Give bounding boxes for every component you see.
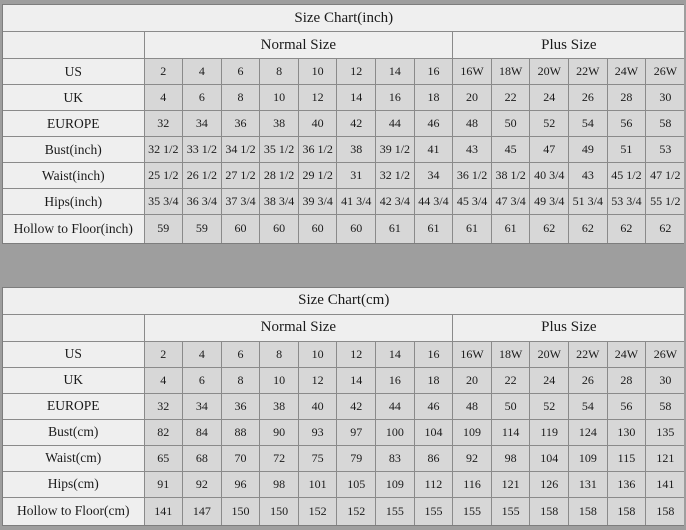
cell-value: 39 3/4 xyxy=(298,189,337,215)
cell-value: 41 xyxy=(414,137,453,163)
table-row xyxy=(3,163,684,189)
cell-value: 61 xyxy=(414,215,453,243)
cell-value: 136 xyxy=(607,471,646,497)
cell-value: 2 xyxy=(144,59,183,85)
cell-value: 40 xyxy=(298,393,337,419)
cell-value: 60 xyxy=(221,215,260,243)
cell-value: 97 xyxy=(337,419,376,445)
cell-value: 65 xyxy=(144,445,183,471)
group-header-blank xyxy=(3,314,144,341)
group-header: Plus Size xyxy=(453,314,685,341)
cell-value: 59 xyxy=(183,215,222,243)
cell-value: 38 3/4 xyxy=(260,189,299,215)
cell-value: 82 xyxy=(144,419,183,445)
cell-value: 61 xyxy=(376,215,415,243)
cell-value: 10 xyxy=(298,341,337,367)
cell-value: 109 xyxy=(376,471,415,497)
cell-value: 25 1/2 xyxy=(144,163,183,189)
cell-value: 45 3/4 xyxy=(453,189,492,215)
cell-value: 30 xyxy=(646,85,685,111)
cell-value: 26 1/2 xyxy=(183,163,222,189)
row-label: Waist(cm) xyxy=(3,445,144,471)
cell-value: 114 xyxy=(491,419,530,445)
cell-value: 62 xyxy=(646,215,685,243)
cell-value: 152 xyxy=(337,497,376,525)
cell-value: 12 xyxy=(337,341,376,367)
cell-value: 10 xyxy=(298,59,337,85)
cell-value: 4 xyxy=(183,341,222,367)
cell-value: 44 3/4 xyxy=(414,189,453,215)
cell-value: 109 xyxy=(569,445,608,471)
cell-value: 24 xyxy=(530,85,569,111)
cell-value: 10 xyxy=(260,85,299,111)
chart-title: Size Chart(inch) xyxy=(3,5,684,32)
cell-value: 91 xyxy=(144,471,183,497)
cell-value: 34 xyxy=(414,163,453,189)
cell-value: 28 xyxy=(607,367,646,393)
cell-value: 6 xyxy=(221,59,260,85)
cell-value: 158 xyxy=(646,497,685,525)
cell-value: 150 xyxy=(221,497,260,525)
cell-value: 79 xyxy=(337,445,376,471)
cell-value: 56 xyxy=(607,111,646,137)
cell-value: 88 xyxy=(221,419,260,445)
cell-value: 51 3/4 xyxy=(569,189,608,215)
cell-value: 8 xyxy=(221,367,260,393)
cell-value: 31 xyxy=(337,163,376,189)
cell-value: 36 1/2 xyxy=(453,163,492,189)
cell-value: 38 1/2 xyxy=(491,163,530,189)
table-row xyxy=(3,59,684,85)
cell-value: 24 xyxy=(530,367,569,393)
cell-value: 43 xyxy=(569,163,608,189)
cell-value: 147 xyxy=(183,497,222,525)
cell-value: 26 xyxy=(569,367,608,393)
cell-value: 83 xyxy=(376,445,415,471)
table-row xyxy=(3,393,684,419)
size-chart-inch-block xyxy=(2,4,684,244)
cell-value: 90 xyxy=(260,419,299,445)
cell-value: 93 xyxy=(298,419,337,445)
cell-value: 27 1/2 xyxy=(221,163,260,189)
cell-value: 44 xyxy=(376,111,415,137)
cell-value: 51 xyxy=(607,137,646,163)
cell-value: 26 xyxy=(569,85,608,111)
cell-value: 45 xyxy=(491,137,530,163)
cell-value: 47 3/4 xyxy=(491,189,530,215)
chart-title-row xyxy=(3,288,684,315)
cell-value: 18 xyxy=(414,85,453,111)
row-label: Bust(inch) xyxy=(3,137,144,163)
cell-value: 121 xyxy=(646,445,685,471)
cell-value: 32 1/2 xyxy=(376,163,415,189)
cell-value: 41 3/4 xyxy=(337,189,376,215)
cell-value: 68 xyxy=(183,445,222,471)
cell-value: 43 xyxy=(453,137,492,163)
cell-value: 75 xyxy=(298,445,337,471)
cell-value: 40 3/4 xyxy=(530,163,569,189)
cell-value: 101 xyxy=(298,471,337,497)
cell-value: 47 1/2 xyxy=(646,163,685,189)
cell-value: 32 xyxy=(144,111,183,137)
cell-value: 22W xyxy=(569,59,608,85)
row-label: UK xyxy=(3,85,144,111)
cell-value: 34 xyxy=(183,393,222,419)
cell-value: 14 xyxy=(337,367,376,393)
cell-value: 72 xyxy=(260,445,299,471)
row-label: Hips(cm) xyxy=(3,471,144,497)
group-header: Normal Size xyxy=(144,32,453,59)
table-row xyxy=(3,367,684,393)
cell-value: 92 xyxy=(183,471,222,497)
cell-value: 35 1/2 xyxy=(260,137,299,163)
cell-value: 35 3/4 xyxy=(144,189,183,215)
table-row xyxy=(3,471,684,497)
cell-value: 60 xyxy=(337,215,376,243)
row-label: EUROPE xyxy=(3,111,144,137)
cell-value: 61 xyxy=(453,215,492,243)
row-label: US xyxy=(3,341,144,367)
cell-value: 16 xyxy=(376,85,415,111)
cell-value: 152 xyxy=(298,497,337,525)
cell-value: 34 1/2 xyxy=(221,137,260,163)
cell-value: 141 xyxy=(646,471,685,497)
cell-value: 155 xyxy=(376,497,415,525)
cell-value: 104 xyxy=(530,445,569,471)
cell-value: 49 3/4 xyxy=(530,189,569,215)
cell-value: 20 xyxy=(453,367,492,393)
row-label: EUROPE xyxy=(3,393,144,419)
cell-value: 60 xyxy=(298,215,337,243)
cell-value: 40 xyxy=(298,111,337,137)
cell-value: 22W xyxy=(569,341,608,367)
size-chart-inch-table xyxy=(3,5,684,243)
cell-value: 52 xyxy=(530,111,569,137)
cell-value: 6 xyxy=(183,367,222,393)
cell-value: 37 3/4 xyxy=(221,189,260,215)
cell-value: 22 xyxy=(491,367,530,393)
row-label: Hollow to Floor(cm) xyxy=(3,497,144,525)
cell-value: 18W xyxy=(491,59,530,85)
cell-value: 61 xyxy=(491,215,530,243)
cell-value: 8 xyxy=(260,341,299,367)
table-row xyxy=(3,189,684,215)
cell-value: 155 xyxy=(414,497,453,525)
cell-value: 36 xyxy=(221,393,260,419)
cell-value: 30 xyxy=(646,367,685,393)
cell-value: 96 xyxy=(221,471,260,497)
cell-value: 32 xyxy=(144,393,183,419)
cell-value: 126 xyxy=(530,471,569,497)
table-row xyxy=(3,137,684,163)
cell-value: 150 xyxy=(260,497,299,525)
cell-value: 22 xyxy=(491,85,530,111)
cell-value: 158 xyxy=(530,497,569,525)
cell-value: 50 xyxy=(491,393,530,419)
cell-value: 6 xyxy=(221,341,260,367)
cell-value: 16W xyxy=(453,341,492,367)
cell-value: 54 xyxy=(569,111,608,137)
cell-value: 135 xyxy=(646,419,685,445)
row-label: UK xyxy=(3,367,144,393)
table-row xyxy=(3,85,684,111)
row-label: Waist(inch) xyxy=(3,163,144,189)
cell-value: 141 xyxy=(144,497,183,525)
cell-value: 18 xyxy=(414,367,453,393)
cell-value: 20 xyxy=(453,85,492,111)
cell-value: 6 xyxy=(183,85,222,111)
cell-value: 48 xyxy=(453,111,492,137)
cell-value: 59 xyxy=(144,215,183,243)
cell-value: 29 1/2 xyxy=(298,163,337,189)
cell-value: 24W xyxy=(607,59,646,85)
cell-value: 2 xyxy=(144,341,183,367)
cell-value: 33 1/2 xyxy=(183,137,222,163)
cell-value: 18W xyxy=(491,341,530,367)
table-row xyxy=(3,445,684,471)
cell-value: 26W xyxy=(646,341,685,367)
size-chart-cm-table xyxy=(3,288,684,526)
cell-value: 52 xyxy=(530,393,569,419)
cell-value: 115 xyxy=(607,445,646,471)
cell-value: 28 xyxy=(607,85,646,111)
cell-value: 116 xyxy=(453,471,492,497)
cell-value: 46 xyxy=(414,111,453,137)
table-row xyxy=(3,497,684,525)
cell-value: 45 1/2 xyxy=(607,163,646,189)
cell-value: 44 xyxy=(376,393,415,419)
cell-value: 49 xyxy=(569,137,608,163)
size-chart-cm-block xyxy=(2,287,684,527)
cell-value: 38 xyxy=(337,137,376,163)
cell-value: 42 3/4 xyxy=(376,189,415,215)
chart-group-row xyxy=(3,32,684,59)
cell-value: 70 xyxy=(221,445,260,471)
cell-value: 50 xyxy=(491,111,530,137)
group-header-blank xyxy=(3,32,144,59)
cell-value: 38 xyxy=(260,111,299,137)
row-label: Hips(inch) xyxy=(3,189,144,215)
cell-value: 16 xyxy=(414,59,453,85)
chart-group-row xyxy=(3,314,684,341)
cell-value: 39 1/2 xyxy=(376,137,415,163)
row-label: US xyxy=(3,59,144,85)
cell-value: 56 xyxy=(607,393,646,419)
cell-value: 24W xyxy=(607,341,646,367)
size-chart-cm-body xyxy=(3,288,684,526)
cell-value: 121 xyxy=(491,471,530,497)
cell-value: 12 xyxy=(298,85,337,111)
cell-value: 98 xyxy=(260,471,299,497)
cell-value: 4 xyxy=(144,85,183,111)
cell-value: 38 xyxy=(260,393,299,419)
cell-value: 109 xyxy=(453,419,492,445)
group-header: Plus Size xyxy=(453,32,685,59)
cell-value: 42 xyxy=(337,111,376,137)
cell-value: 42 xyxy=(337,393,376,419)
cell-value: 48 xyxy=(453,393,492,419)
chart-title: Size Chart(cm) xyxy=(3,288,684,315)
size-chart-inch-body xyxy=(3,5,684,243)
cell-value: 130 xyxy=(607,419,646,445)
cell-value: 36 3/4 xyxy=(183,189,222,215)
cell-value: 60 xyxy=(260,215,299,243)
table-row xyxy=(3,215,684,243)
cell-value: 34 xyxy=(183,111,222,137)
cell-value: 16W xyxy=(453,59,492,85)
cell-value: 62 xyxy=(607,215,646,243)
cell-value: 53 3/4 xyxy=(607,189,646,215)
table-row xyxy=(3,419,684,445)
cell-value: 53 xyxy=(646,137,685,163)
cell-value: 32 1/2 xyxy=(144,137,183,163)
cell-value: 46 xyxy=(414,393,453,419)
cell-value: 62 xyxy=(530,215,569,243)
cell-value: 86 xyxy=(414,445,453,471)
cell-value: 20W xyxy=(530,59,569,85)
cell-value: 36 1/2 xyxy=(298,137,337,163)
cell-value: 47 xyxy=(530,137,569,163)
cell-value: 84 xyxy=(183,419,222,445)
row-label: Hollow to Floor(inch) xyxy=(3,215,144,243)
cell-value: 4 xyxy=(144,367,183,393)
cell-value: 12 xyxy=(298,367,337,393)
cell-value: 10 xyxy=(260,367,299,393)
cell-value: 16 xyxy=(414,341,453,367)
cell-value: 14 xyxy=(376,341,415,367)
cell-value: 14 xyxy=(376,59,415,85)
cell-value: 55 1/2 xyxy=(646,189,685,215)
cell-value: 20W xyxy=(530,341,569,367)
group-header: Normal Size xyxy=(144,314,453,341)
cell-value: 16 xyxy=(376,367,415,393)
cell-value: 58 xyxy=(646,111,685,137)
cell-value: 12 xyxy=(337,59,376,85)
cell-value: 8 xyxy=(260,59,299,85)
cell-value: 158 xyxy=(569,497,608,525)
cell-value: 58 xyxy=(646,393,685,419)
cell-value: 104 xyxy=(414,419,453,445)
cell-value: 62 xyxy=(569,215,608,243)
cell-value: 158 xyxy=(607,497,646,525)
cell-value: 124 xyxy=(569,419,608,445)
cell-value: 26W xyxy=(646,59,685,85)
cell-value: 4 xyxy=(183,59,222,85)
cell-value: 54 xyxy=(569,393,608,419)
cell-value: 100 xyxy=(376,419,415,445)
cell-value: 8 xyxy=(221,85,260,111)
cell-value: 98 xyxy=(491,445,530,471)
cell-value: 155 xyxy=(491,497,530,525)
table-row xyxy=(3,341,684,367)
cell-value: 119 xyxy=(530,419,569,445)
row-label: Bust(cm) xyxy=(3,419,144,445)
table-row xyxy=(3,111,684,137)
cell-value: 36 xyxy=(221,111,260,137)
cell-value: 155 xyxy=(453,497,492,525)
chart-title-row xyxy=(3,5,684,32)
cell-value: 112 xyxy=(414,471,453,497)
cell-value: 92 xyxy=(453,445,492,471)
cell-value: 105 xyxy=(337,471,376,497)
cell-value: 28 1/2 xyxy=(260,163,299,189)
cell-value: 131 xyxy=(569,471,608,497)
cell-value: 14 xyxy=(337,85,376,111)
